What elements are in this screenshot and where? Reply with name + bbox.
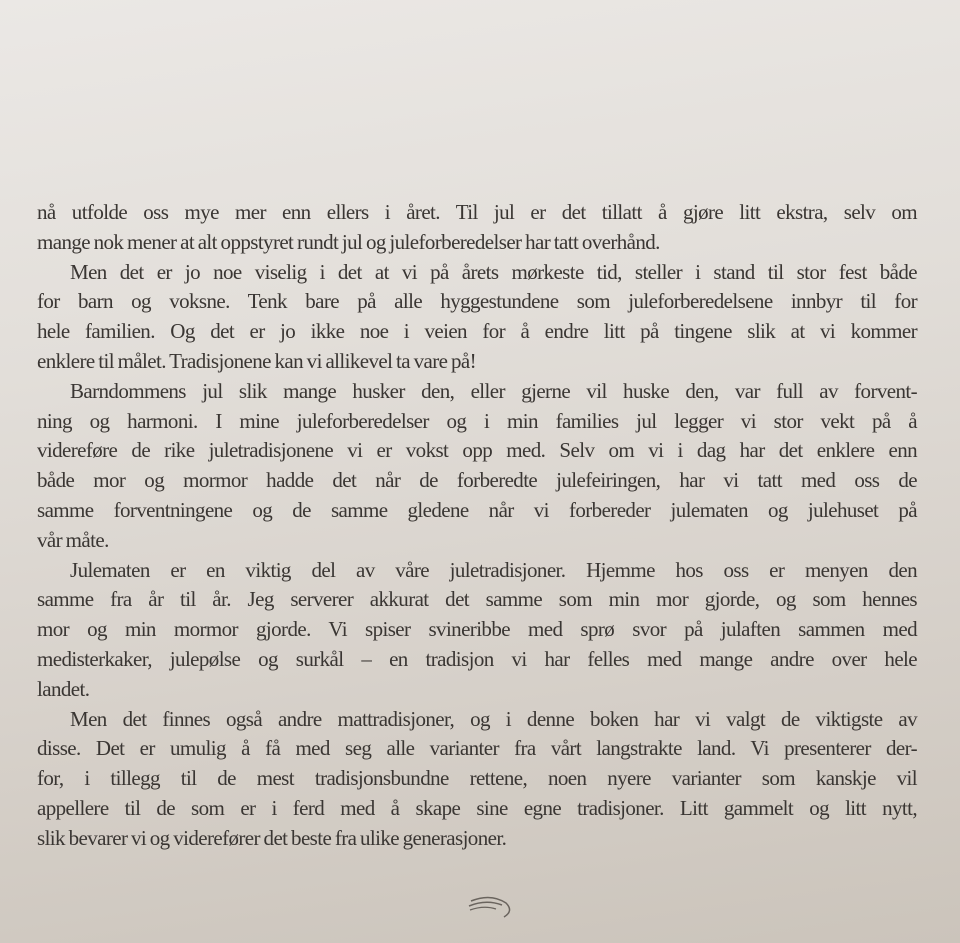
text-line: Men det er jo noe viselig i det at vi på årets mørkeste tid, steller i stand til stor fest både	[70, 259, 917, 284]
text-line: disse. Det er umulig å få med seg alle varianter fra vårt langstrakte land. Vi presenterer der-	[37, 736, 917, 761]
text-line: slik bevarer vi og viderefører det beste fra ulike generasjoner.	[37, 825, 507, 850]
text-line: vår måte.	[37, 527, 109, 552]
text-line: enklere til målet. Tradisjonene kan vi allikevel ta vare på!	[37, 348, 477, 373]
text-line: samme fra år til år. Jeg serverer akkurat det samme som min mor gjorde, og som hennes	[37, 587, 917, 612]
body-text	[37, 198, 917, 854]
text-line: Barndommens jul slik mange husker den, eller gjerne vil huske den, var full av forvent-	[70, 378, 917, 403]
text-line: mange nok mener at alt oppstyret rundt jul og juleforberedelser har tatt overhånd.	[37, 229, 660, 254]
ornament-icon	[466, 893, 516, 921]
text-line: hele familien. Og det er jo ikke noe i veien for å endre litt på tingene slik at vi kommer	[37, 319, 917, 344]
text-line: for, i tillegg til de mest tradisjonsbundne rettene, noen nyere varianter som kanskje vil	[37, 766, 917, 791]
text-line: medisterkaker, julepølse og surkål – en tradisjon vi har felles med mange andre over hele	[37, 646, 917, 671]
text-line: videreføre de rike juletradisjonene vi er vokst opp med. Selv om vi i dag har det enklere enn	[37, 438, 917, 463]
text-line: landet.	[37, 676, 90, 701]
text-line: Julematen er en viktig del av våre juletradisjoner. Hjemme hos oss er menyen den	[70, 557, 917, 582]
text-line: Men det finnes også andre mattradisjoner, og i denne boken har vi valgt de viktigste av	[70, 706, 917, 731]
text-line: både mor og mormor hadde det når de forberedte julefeiringen, har vi tatt med oss de	[37, 468, 917, 493]
text-line: mor og min mormor gjorde. Vi spiser svineribbe med sprø svor på julaften sammen med	[37, 617, 917, 642]
text-line: ning og harmoni. I mine juleforberedelser og i min families jul legger vi stor vekt på å	[37, 408, 917, 433]
text-line: for barn og voksne. Tenk bare på alle hyggestundene som juleforberedelsene innbyr til for	[37, 289, 917, 314]
text-line: appellere til de som er i ferd med å skape sine egne tradisjoner. Litt gammelt og litt nytt,	[37, 795, 917, 820]
text-line: samme forventningene og de samme gledene når vi forbereder julematen og julehuset på	[37, 497, 917, 522]
text-line: nå utfolde oss mye mer enn ellers i året. Til jul er det tillatt å gjøre litt ekstra, selv om	[37, 200, 917, 224]
